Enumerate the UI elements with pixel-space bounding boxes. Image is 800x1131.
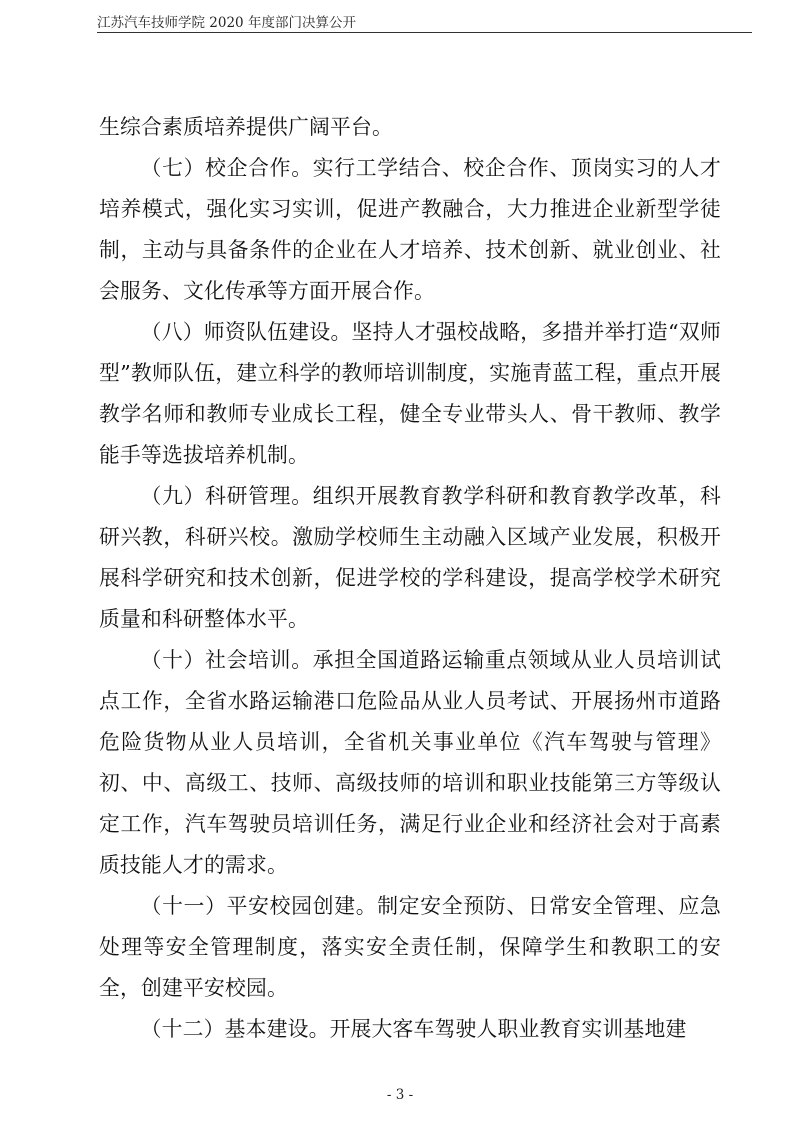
page-number: - 3 - [386, 1087, 414, 1103]
paragraph-infrastructure: （十二）基本建设。开展大客车驾驶人职业教育实训基地建 [140, 1017, 687, 1041]
paragraph-safe-campus: （十一）平安校园创建。制定安全预防、日常安全管理、应急处理等安全管理制度，落实安全责任制，保障学生和教职工的安全，创建平安校园。 [99, 894, 721, 1000]
page-header [97, 6, 752, 33]
paragraph-research-management: （九）科研管理。组织开展教育教学科研和教育教学改革，科研兴教，科研兴校。激励学校师生主动融入区域产业发展，积极开展科学研究和技术创新，促进学校的学科建设，提高学校学术研究质量和科研整体水平。 [99, 484, 721, 631]
paragraph-faculty-building: （八）师资队伍建设。坚持人才强校战略，多措并举打造“双师型”教师队伍，建立科学的教师培训制度，实施青蓝工程，重点开展教学名师和教师专业成长工程，健全专业带头人、骨干教师、教学能手等选拔培养机制。 [99, 320, 721, 467]
document-body [99, 107, 721, 1050]
header-title: 江苏汽车技师学院 2020 年度部门决算公开 [97, 15, 356, 31]
paragraph-school-enterprise-cooperation: （七）校企合作。实行工学结合、校企合作、顶岗实习的人才培养模式，强化实习实训，促进产教融合，大力推进企业新型学徒制，主动与具备条件的企业在人才培养、技术创新、就业创业、社会服务、文化传承等方面开展合作。 [99, 156, 721, 303]
paragraph-social-training: （十）社会培训。承担全国道路运输重点领域从业人员培训试点工作，全省水路运输港口危险品从业人员考试、开展扬州市道路危险货物从业人员培训，全省机关事业单位《汽车驾驶与管理》初、中、高级工、技师、高级技师的培训和职业技能第三方等级认定工作，汽车驾驶员培训任务，满足行业企业和经济社会对于高素质技能人才的需求。 [99, 648, 721, 877]
paragraph-continuation: 生综合素质培养提供广阔平台。 [99, 115, 393, 139]
